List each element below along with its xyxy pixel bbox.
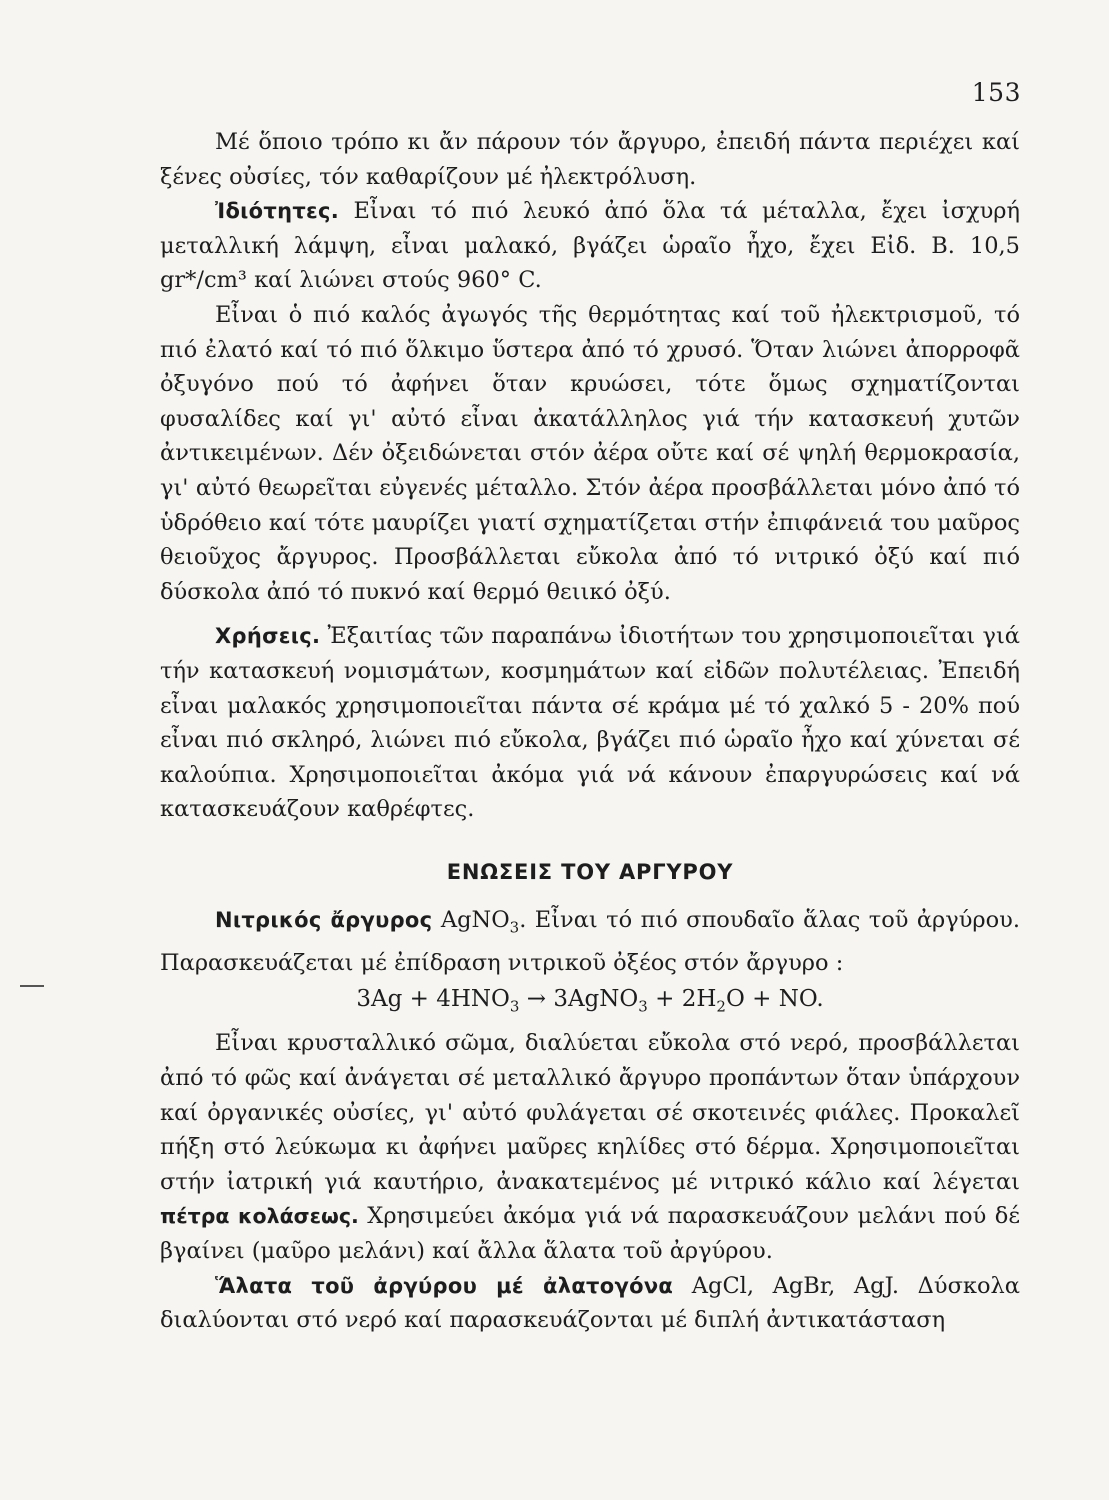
section-heading: ΕΝΩΣΕΙΣ ΤΟΥ ΑΡΓΥΡΟΥ (446, 859, 734, 884)
equation-subscript: 3 (638, 997, 648, 1016)
body-text (160, 125, 1020, 1338)
margin-mark (20, 985, 44, 987)
equation-subscript: 3 (509, 997, 520, 1016)
equation-part: O + NO. (725, 986, 824, 1013)
silver-nitrate-formula: AgNO (440, 907, 510, 934)
equation-part: → 3AgNO (519, 986, 639, 1013)
chemical-equation (160, 982, 1020, 1024)
nitrate-text-b: Χρησιμεύει ἀκόμα γιά νά παρασκευάζουν μελάνι πού δέ βγαίνει (μαῦρο μελάνι) καί ἄλλα ἅλατα τοῦ ἀργύρου. (160, 1203, 1020, 1264)
equation-part: 3Ag + 4HNO (356, 986, 510, 1013)
properties-text: Εἶναι τό πιό λευκό ἀπό ὅλα τά μέταλλα, ἔχει ἰσχυρή μεταλλική λάμψη, εἶναι μαλακό, βγάζει ὡραῖο ἦχο, ἔχει Εἰδ. Β. 10,5 gr*/cm³ καί λιώνει στούς 960° C. (160, 198, 1020, 294)
properties-heading: Ἰδιότητες. (215, 199, 340, 224)
paragraph-uses (160, 619, 1020, 827)
infernal-stone-term: πέτρα κολάσεως. (160, 1204, 359, 1229)
paragraph-silver-nitrate (160, 903, 1020, 980)
halide-salts-text: AgCl, AgBr, AgJ. Δύσκολα διαλύονται στό νερό καί παρασκευάζονται μέ διπλή ἀντικατάσταση (160, 1272, 1020, 1334)
equation-subscript: 2 (716, 997, 726, 1016)
paragraph-conductivity: Εἶναι ὁ πιό καλός ἀγωγός τῆς θερμότητας καί τοῦ ἠλεκτρισμοῦ, τό πιό ἐλατό καί τό πιό ὅλκιμο ὕστερα ἀπό τό χρυσό. Ὅταν λιώνει ἀπορροφᾶ ὀξυγόνο πού τό ἀφήνει ὅταν κρυώσει, τότε ὅμως σχηματίζονται φυσαλίδες καί γι' αὐτό εἶναι ἀκατάλληλος γιά τήν κατασκευή χυτῶν ἀντικειμένων. Δέν ὀξειδώνεται στόν ἀέρα οὔτε καί σέ ψηλή θερμοκρασία, γι' αὐτό θεωρεῖται εὐγενές μέταλλο. Στόν ἀέρα προσβάλλεται μόνο ἀπό τό ὑδρόθειο καί τότε μαυρίζει γιατί σχηματίζεται στήν ἐπιφάνειά του μαῦρος θειοῦχος ἄργυρος. Προσβάλλεται εὔκολα ἀπό τό νιτρικό ὀξύ καί πιό δύσκολα ἀπό τό πυκνό καί θερμό θειικό ὀξύ. (160, 301, 1020, 605)
paragraph-halide-salts (160, 1269, 1020, 1338)
uses-text: Ἐξαιτίας τῶν παραπάνω ἰδιοτήτων του χρησιμοποιεῖται γιά τήν κατασκευή νομισμάτων, κοσμημάτων καί εἰδῶν πολυτέλειας. Ἐπειδή εἶναι μαλακός χρησιμοποιεῖται πάντα σέ κράμα μέ τό χαλκό 5 - 20% πού εἶναι πιό σκληρό, λιώνει πιό εὔκολα, βγάζει πιό ὡραῖο ἦχο καί χύνεται σέ καλούπια. Χρησιμοποιεῖται ἀκόμα γιά νά κάνουν ἐπαργυρώσεις καί νά κατασκευάζουν καθρέφτες. (160, 623, 1020, 823)
equation-part: + 2H (647, 986, 717, 1013)
silver-nitrate-text: . Εἶναι τό πιό σπουδαῖο ἅλας τοῦ ἀργύρου. Παρασκευάζεται μέ ἐπίδραση νιτρικοῦ ὀξέος στόν ἄργυρο : (160, 907, 1021, 976)
paragraph-properties (160, 194, 1020, 298)
nitrate-text-a: Εἶναι κρυσταλλικό σῶμα, διαλύεται εὔκολα στό νερό, προσβάλλεται ἀπό τό φῶς καί ἀνάγεται σέ μεταλλικό ἄργυρο προπάντων ὅταν ὑπάρχουν καί ὀργανικές οὐσίες, γι' αὐτό φυλάγεται σέ σκοτεινές φιάλες. Προκαλεῖ πήξη στό λεύκωμα κι ἀφήνει μαῦρες κηλίδες στό δέρμα. Χρησιμοποιεῖται στήν ἰατρική γιά καυτήριο, ἀνακατεμένος μέ νιτρικό κάλιο καί λέγεται (160, 1030, 1020, 1195)
uses-heading: Χρήσεις. (215, 624, 321, 649)
paragraph-nitrate-properties (160, 1026, 1020, 1268)
page-number: 153 (971, 78, 1021, 107)
paragraph-purification: Μέ ὅποιο τρόπο κι ἄν πάρουν τόν ἄργυρο, ἐπειδή πάντα περιέχει καί ξένες οὐσίες, τόν καθαρίζουν μέ ἠλεκτρόλυση. (160, 129, 1020, 190)
formula-subscript: 3 (509, 918, 520, 937)
silver-nitrate-heading: Νιτρικός ἄργυρος (215, 908, 433, 933)
halide-salts-heading: Ἅλατα τοῦ ἀργύρου μέ ἀλατογόνα (215, 1273, 674, 1298)
